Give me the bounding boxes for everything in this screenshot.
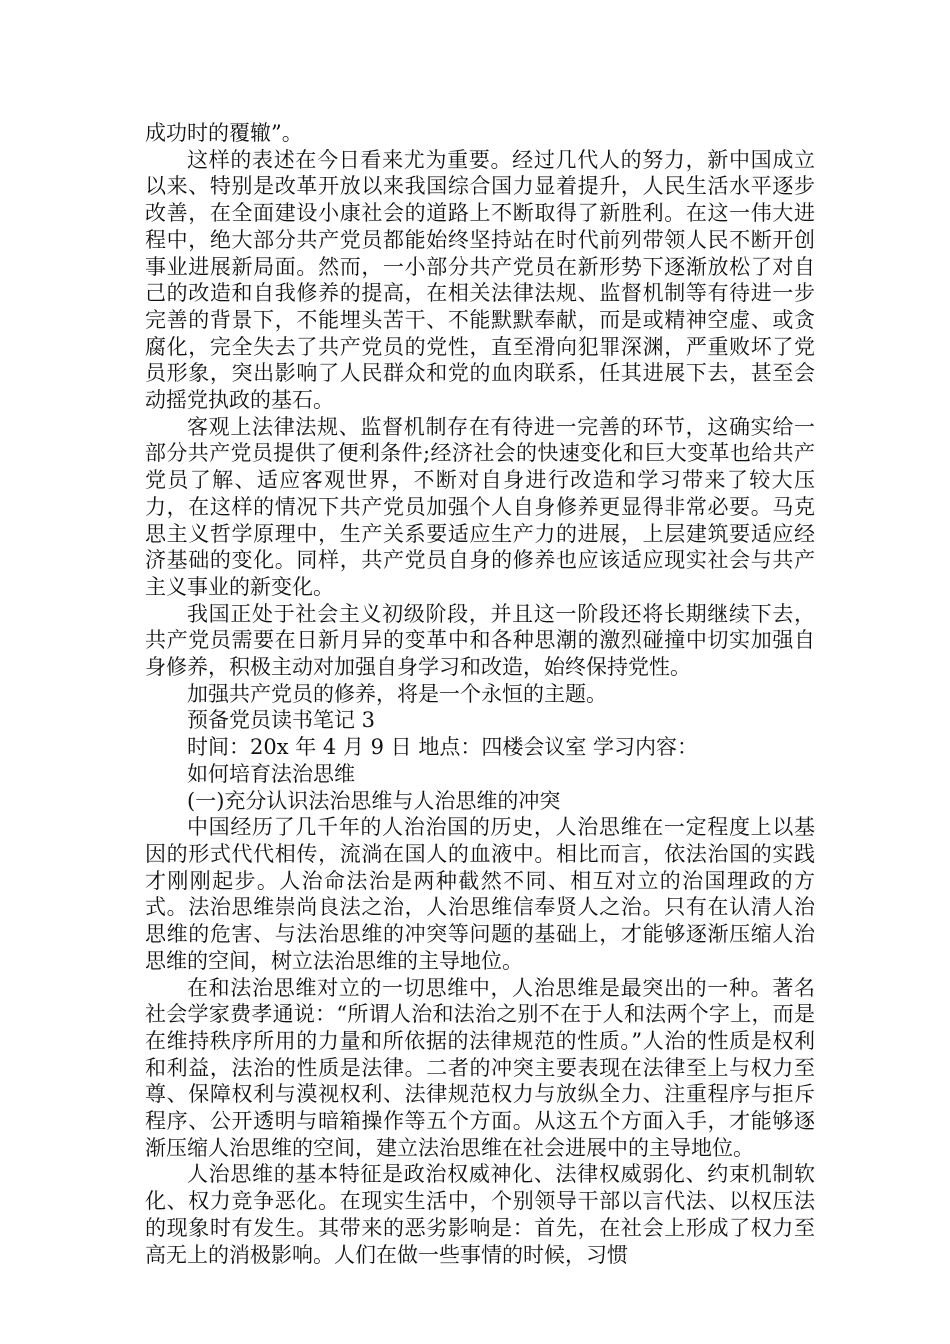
study-topic: 如何培育法治思维: [187, 761, 355, 786]
paragraph-eternal-theme: 加强共产党员的修养，将是一个永恒的主题。: [187, 681, 607, 706]
subsection-heading: (一)充分认识法治思维与人治思维的冲突: [187, 788, 561, 813]
paragraph-objective-conditions: 客观上法律法规、监督机制存在有待进一完善的环节，这确实给一部分共产党员提供了便利条件;经济社会的快速变化和巨大变革也给共产党员了解、适应客观世界，不断对自身进行改造和学习带来了较大压力，在这样的情况下共产党员加强个人自身修养更显得非常必要。马克思主义哲学原理中，生产关系要适应生产力的进展，上层建筑要适应经济基础的变化。同样，共产党员自身的修养也应该适应现实社会与共产主义事业的新变化。: [145, 414, 815, 599]
body-text: [145, 120, 815, 1268]
paragraph-primary-stage: 我国正处于社会主义初级阶段，并且这一阶段还将长期继续下去，共产党员需要在日新月异的变革中和各种思潮的激烈碰撞中切实加强自身修养，积极主动对加强自身学习和改造，始终保持党性。: [145, 601, 815, 680]
paragraph-fei-xiaotong: 在和法治思维对立的一切思维中，人治思维是最突出的一种。著名社会学家费孝通说：“所谓人治和法治之别不在于人和法两个字上，而是在维持秩序所用的力量和所依据的法律规范的性质。”人治的性质是权利和利益，法治的性质是法律。二者的冲突主要表现在法律至上与权力至尊、保障权利与漠视权利、法律规范权力与放纵全力、注重程序与拒斥程序、公开透明与暗箱操作等五个方面。从这五个方面入手，才能够逐渐压缩人治思维的空间，建立法治思维在社会进展中的主导地位。: [145, 975, 815, 1160]
paragraph-continuation: 成功时的覆辙”。: [145, 121, 303, 145]
paragraph-importance: 这样的表述在今日看来尤为重要。经过几代人的努力，新中国成立以来、特别是改革开放以来我国综合国力显着提升，人民生活水平逐步改善，在全面建设小康社会的道路上不断取得了新胜利。在这一伟大进程中，绝大部分共产党员都能始终坚持站在时代前列带领人民不断开创事业进展新局面。然而，一小部分共产党员在新形势下逐渐放松了对自己的改造和自我修养的提高，在相关法律法规、监督机制等有待进一步完善的背景下，不能埋头苦干、不能默默奉献，而是或精神空虚、或贪腐化，完全失去了共产党员的党性，直至滑向犯罪深渊，严重败坏了党员形象，突出影响了人民群众和党的血肉联系，任其进展下去，甚至会动摇党执政的基石。: [145, 147, 815, 413]
paragraph-history: 中国经历了几千年的人治治国的历史，人治思维在一定程度上以基因的形式代代相传，流淌在国人的血液中。相比而言，依法治国的实践才刚刚起步。人治命法治是两种截然不同、相互对立的治国理政的方式。法治思维崇尚良法之治，人治思维信奉贤人之治。只有在认清人治思维的危害、与法治思维的冲突等问题的基础上，才能够逐渐压缩人治思维的空间，树立法治思维的主导地位。: [145, 815, 815, 973]
meeting-info: 时间：20x 年 4 月 9 日 地点：四楼会议室 学习内容：: [187, 735, 699, 760]
paragraph-features: 人治思维的基本特征是政治权威神化、法律权威弱化、约束机制软化、权力竞争恶化。在现实生活中，个别领导干部以言代法、以权压法的现象时有发生。其带来的恶劣影响是：首先，在社会上形成了权力至高无上的消极影响。人们在做一些事情的时候，习惯: [145, 1162, 815, 1267]
section-title: 预备党员读书笔记 3: [187, 708, 376, 733]
